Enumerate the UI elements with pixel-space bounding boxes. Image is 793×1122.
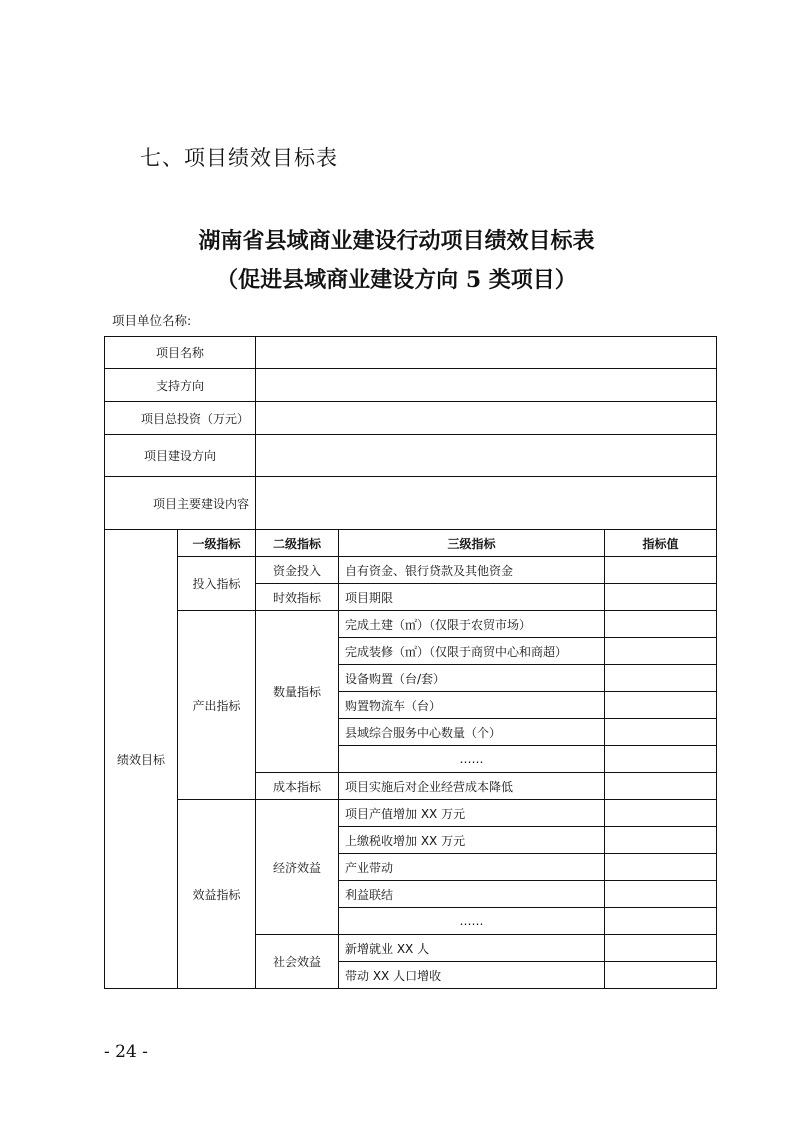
info-label-project-name: 项目名称 (105, 337, 256, 369)
level3-item: 带动 XX 人口增收 (339, 962, 605, 989)
indicator-value-cell[interactable] (605, 773, 717, 800)
info-value-support-direction[interactable] (256, 369, 717, 402)
level2-social: 社会效益 (256, 935, 339, 989)
info-value-main-content[interactable] (256, 477, 717, 530)
level1-benefit: 效益指标 (178, 800, 256, 989)
indicator-value-cell[interactable] (605, 719, 717, 746)
indicator-value-cell[interactable] (605, 881, 717, 908)
info-label-construction-direction: 项目建设方向 (105, 435, 256, 477)
indicator-value-cell[interactable] (605, 692, 717, 719)
level3-item: 自有资金、银行贷款及其他资金 (339, 557, 605, 584)
indicator-row (105, 557, 717, 584)
indicator-value-cell[interactable] (605, 935, 717, 962)
group-label-performance-target: 绩效目标 (105, 530, 178, 989)
header-value: 指标值 (605, 530, 717, 557)
performance-target-table (104, 336, 717, 989)
level3-item: 新增就业 XX 人 (339, 935, 605, 962)
level3-item: 完成土建（㎡）（仅限于农贸市场） (339, 611, 605, 638)
level3-ellipsis: …… (339, 908, 605, 935)
level3-item: 项目期限 (339, 584, 605, 611)
info-label-main-content: 项目主要建设内容 (105, 477, 256, 530)
level2-cost: 成本指标 (256, 773, 339, 800)
indicator-value-cell[interactable] (605, 665, 717, 692)
info-value-project-name[interactable] (256, 337, 717, 369)
level2-quantity: 数量指标 (256, 611, 339, 773)
header-level2: 二级指标 (256, 530, 339, 557)
info-row (105, 337, 717, 369)
level3-item: 县域综合服务中心数量（个） (339, 719, 605, 746)
level3-item: 项目实施后对企业经营成本降低 (339, 773, 605, 800)
info-row (105, 369, 717, 402)
indicator-row (105, 800, 717, 827)
indicator-value-cell[interactable] (605, 557, 717, 584)
info-row (105, 402, 717, 435)
level3-item: 购置物流车（台） (339, 692, 605, 719)
info-label-total-investment: 项目总投资（万元） (105, 402, 256, 435)
info-row (105, 435, 717, 477)
level2-economic: 经济效益 (256, 800, 339, 935)
section-heading: 七、项目绩效目标表 (140, 146, 338, 170)
page-number: - 24 - (104, 1042, 148, 1062)
indicator-value-cell[interactable] (605, 638, 717, 665)
level3-item: 项目产值增加 XX 万元 (339, 800, 605, 827)
level2-funding: 资金投入 (256, 557, 339, 584)
info-value-construction-direction[interactable] (256, 435, 717, 477)
indicator-value-cell[interactable] (605, 584, 717, 611)
indicator-value-cell[interactable] (605, 800, 717, 827)
level2-timeliness: 时效指标 (256, 584, 339, 611)
level1-input: 投入指标 (178, 557, 256, 611)
indicator-value-cell[interactable] (605, 962, 717, 989)
info-label-support-direction: 支持方向 (105, 369, 256, 402)
header-level1: 一级指标 (178, 530, 256, 557)
level3-item: 产业带动 (339, 854, 605, 881)
header-level3: 三级指标 (339, 530, 605, 557)
info-row (105, 477, 717, 530)
indicator-header-row (105, 530, 717, 557)
level3-item: 完成装修（㎡）（仅限于商贸中心和商超） (339, 638, 605, 665)
indicator-value-cell[interactable] (605, 746, 717, 773)
indicator-value-cell[interactable] (605, 908, 717, 935)
level3-item: 上缴税收增加 XX 万元 (339, 827, 605, 854)
level3-ellipsis: …… (339, 746, 605, 773)
indicator-value-cell[interactable] (605, 827, 717, 854)
indicator-value-cell[interactable] (605, 611, 717, 638)
level3-item: 利益联结 (339, 881, 605, 908)
indicator-row (105, 611, 717, 638)
level3-item: 设备购置（台/套） (339, 665, 605, 692)
document-title: 湖南省县域商业建设行动项目绩效目标表 (198, 228, 595, 254)
indicator-value-cell[interactable] (605, 854, 717, 881)
project-unit-name-label: 项目单位名称: (112, 313, 192, 328)
document-subtitle: （促进县域商业建设方向 5 类项目） (216, 267, 577, 293)
level1-output: 产出指标 (178, 611, 256, 800)
info-value-total-investment[interactable] (256, 402, 717, 435)
